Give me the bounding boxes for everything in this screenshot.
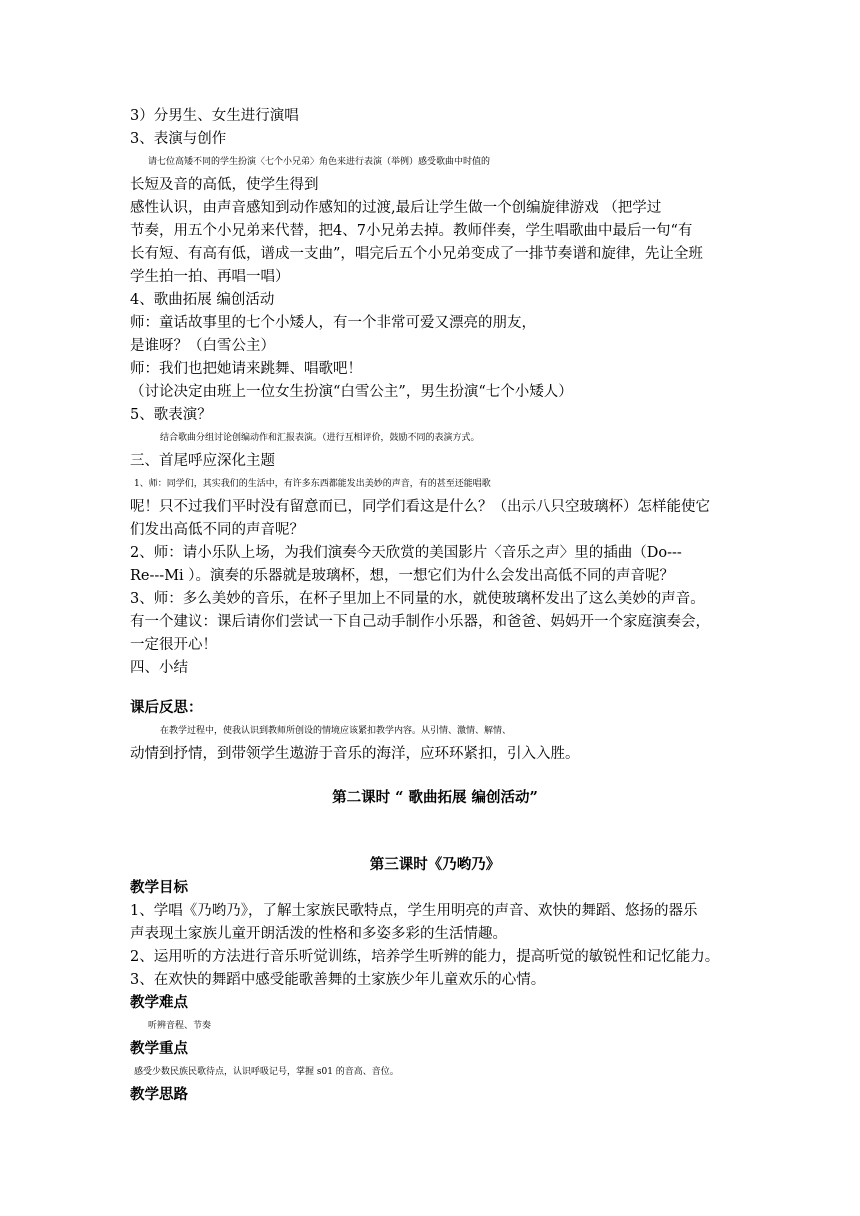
text-line: 师：我们也把她请来跳舞、唱歌吧！	[130, 361, 362, 377]
text-line: 1、师：同学们，其实我们的生活中，有许多东西都能发出美妙的声音，有的甚至还能唱歌	[134, 479, 491, 489]
section-heading: 三、首尾呼应深化主题	[130, 453, 275, 469]
text-line: 在教学过程中，使我认识到教师所创设的情境应该紧扣教学内容。从引情、激情、解情、	[160, 726, 512, 736]
section-heading: 5、歌表演？	[130, 407, 212, 423]
reflection-heading: 课后反思：	[130, 699, 203, 716]
text-line: 3）分男生、女生进行演唱	[130, 108, 299, 124]
section-heading: 教学思路	[130, 1086, 188, 1103]
text-line: 听辨音程、节奏	[148, 1021, 212, 1031]
text-line: 是谁呀？（白雪公主）	[130, 338, 275, 354]
text-line: 有一个建议：课后请你们尝试一下自己动手制作小乐器，和爸爸、妈妈开一个家庭演奏会，	[130, 614, 710, 630]
section-heading: 教学难点	[130, 994, 188, 1011]
text-line: 1、学唱《乃哟乃》，了解土家族民歌特点，学生用明亮的声音、欢快的舞蹈、悠扬的器乐	[130, 903, 698, 919]
section-heading: 4、歌曲拓展 编创活动	[130, 292, 275, 308]
section-heading: 教学目标	[130, 879, 188, 896]
text-line: 节奏，用五个小兄弟来代替，把4、7小兄弟去掉。教师伴奏，学生唱歌曲中最后一句“有	[130, 223, 693, 239]
text-line: 师：童话故事里的七个小矮人，有一个非常可爱又漂亮的朋友，	[130, 315, 536, 331]
text-line: 请七位高矮不同的学生扮演〈七个小兄弟〉角色来进行表演（举例）感受歌曲中时值的	[148, 157, 491, 167]
text-line: 3、在欢快的舞蹈中感受能歌善舞的土家族少年儿童欢乐的心情。	[130, 972, 546, 988]
text-line: 长短及音的高低，使学生得到	[130, 177, 319, 193]
section-heading: 四、小结	[130, 660, 188, 676]
text-line: 们发出高低不同的声音呢？	[130, 522, 304, 538]
text-line: 3、师：多么美妙的音乐，在杯子里加上不同量的水，就使玻璃杯发出了这么美妙的声音。	[130, 591, 705, 607]
section-heading: 3、表演与创作	[130, 131, 227, 147]
lesson-title: 第三课时《乃哟乃》	[369, 856, 501, 873]
text-line: 感性认识，由声音感知到动作感知的过渡,最后让学生做一个创编旋律游戏 （把学过	[130, 200, 662, 216]
text-line: 结合歌曲分组讨论创编动作和汇报表演。（进行互相评价，鼓励不同的表演方式。	[160, 433, 480, 443]
text-line: 声表现土家族儿童开朗活泼的性格和多姿多彩的生活情趣。	[130, 926, 507, 942]
text-line: Re---Mi ）。演奏的乐器就是玻璃杯，想，一想它们为什么会发出高低不同的声音呢？	[130, 568, 675, 584]
text-line: 呢！只不过我们平时没有留意而已，同学们看这是什么？（出示八只空玻璃杯）怎样能使它	[130, 499, 710, 515]
text-line: 一定很开心！	[130, 637, 217, 653]
text-line: 2、师：请小乐队上场，为我们演奏今天欣赏的美国影片〈音乐之声〉里的插曲（Do---	[130, 545, 682, 561]
text-line: 学生拍一拍、再唱一唱）	[130, 269, 290, 285]
text-line: 感受少数民族民歌待点，认识呼吸记号，掌握 s01 的音高、音位。	[134, 1067, 399, 1077]
lesson-title: 第二课时 “ 歌曲拓展 编创活动”	[332, 789, 538, 806]
text-line: 2、运用听的方法进行音乐听觉训练，培养学生听辨的能力，提高听觉的敏锐性和记忆能力。	[130, 949, 720, 965]
text-line: 长有短、有高有低，谱成一支曲”，唱完后五个小兄弟变成了一排节奏谱和旋律，先让全班	[130, 246, 703, 262]
section-heading: 教学重点	[130, 1040, 188, 1057]
text-line: 动情到抒情，到带领学生遨游于音乐的海洋，应环环紧扣，引入入胜。	[130, 746, 580, 762]
text-line: （讨论决定由班上一位女生扮演“白雪公主”，男生扮演“七个小矮人）	[130, 384, 573, 400]
